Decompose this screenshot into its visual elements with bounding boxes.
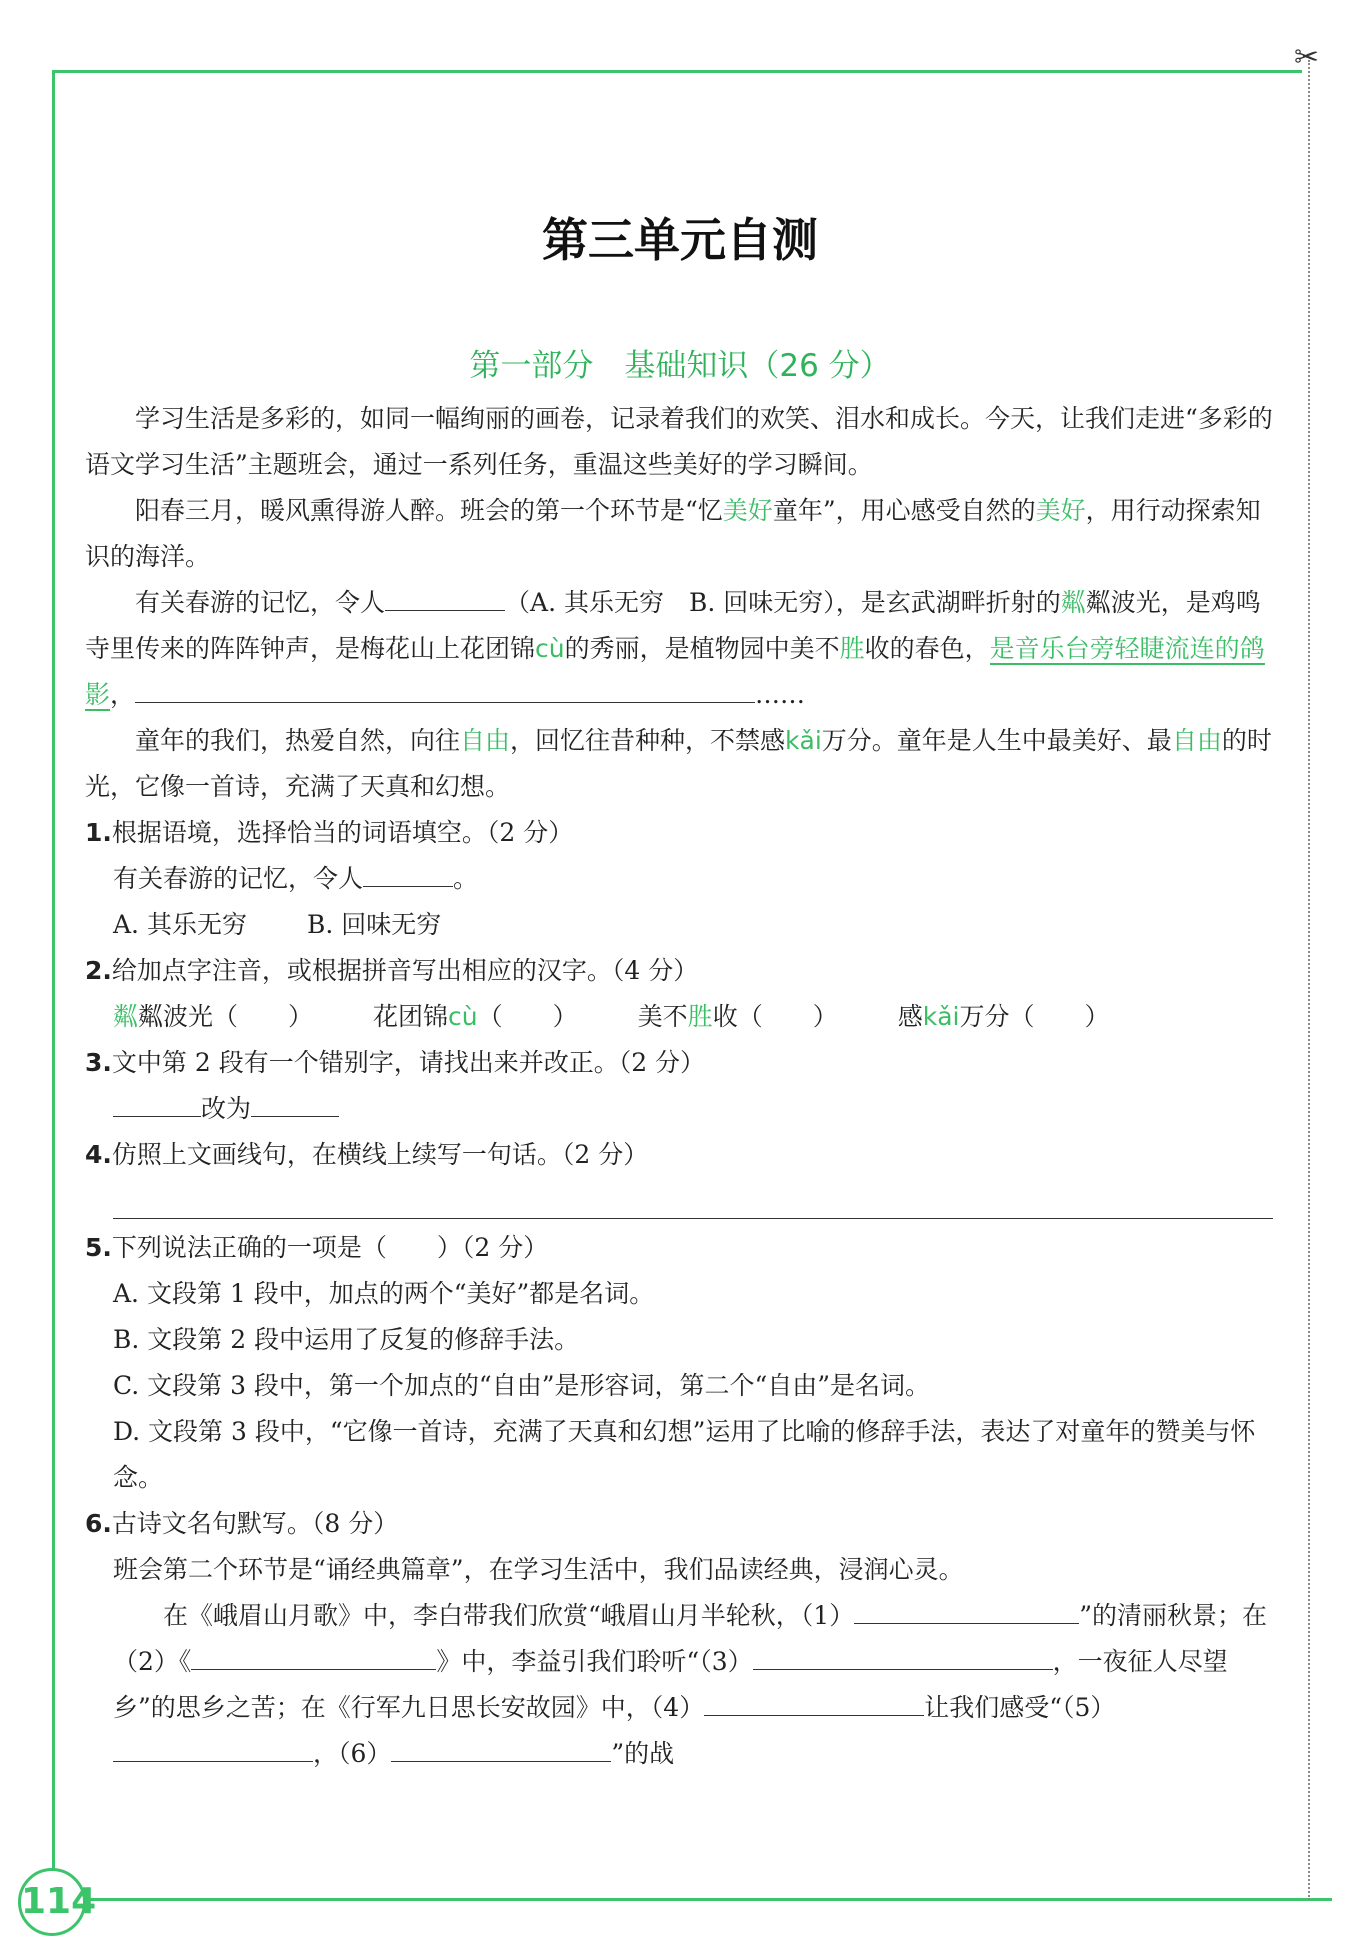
passage-paragraph-3 (85, 718, 1275, 810)
question-text: 文中第 2 段有一个错别字，请找出来并改正。（2 分） (111, 1048, 706, 1077)
question-2-items (85, 994, 1275, 1040)
dotted-word: 自由 (1171, 726, 1222, 755)
text: 有关春游的记忆，令人 (113, 864, 364, 893)
text: ”的清丽秋景；在（2）《 (113, 1601, 1267, 1676)
question-number: 5. (85, 1233, 112, 1262)
question-number: 3. (85, 1048, 112, 1077)
answer-parens[interactable]: 万分（ ） (959, 1002, 1110, 1031)
option-c: C. 文段第 3 段中，第一个加点的“自由”是形容词，第二个“自由”是名词。 (113, 1371, 931, 1400)
dotted-char: 粼 (1060, 588, 1086, 617)
text: 粼波光，是鸡鸣寺里传来的阵阵钟声，是梅花山上花团锦 (85, 588, 1261, 663)
dotted-word: 美好 (1035, 496, 1086, 525)
section-heading: 第一部分 基础知识（26 分） (469, 348, 891, 384)
text: ”的战 (611, 1739, 675, 1768)
passage-paragraph-1 (85, 488, 1275, 580)
page-content (85, 210, 1275, 1777)
option-a: A. 文段第 1 段中，加点的两个“美好”都是名词。 (113, 1279, 655, 1308)
option-b: B. 回味无穷 (306, 910, 442, 939)
question-1 (85, 810, 1275, 856)
question-1-options (85, 902, 1275, 948)
page-frame-top (52, 70, 1302, 73)
text: 阳春三月，暖风熏得游人醉。班会的第一个环节是“忆 (135, 496, 723, 525)
option-a: A. 其乐无穷 (113, 910, 247, 939)
question-number: 6. (85, 1509, 112, 1538)
answer-blank[interactable] (251, 1088, 339, 1117)
question-3-line (85, 1086, 1275, 1132)
question-text: 根据语境，选择恰当的词语填空。（2 分） (111, 818, 574, 847)
answer-blank[interactable] (113, 1088, 201, 1117)
text: ，回忆往昔种种，不禁感 (510, 726, 786, 755)
dotted-char: 粼 (113, 1002, 139, 1031)
text: 童年的我们，热爱自然，向往 (135, 726, 461, 755)
text: 。 (453, 864, 479, 893)
dotted-char: 胜 (687, 1002, 713, 1031)
text: 》中，李益引我们聆听“（3） (436, 1647, 753, 1676)
answer-blank[interactable] (753, 1641, 1053, 1670)
text: 收的春色， (864, 634, 990, 663)
intro-paragraph: 学习生活是多彩的，如同一幅绚丽的画卷，记录着我们的欢笑、泪水和成长。今天，让我们走进“多彩的语文学习生活”主题班会，通过一系列任务，重温这些美好的学习瞬间。 (85, 404, 1273, 479)
answer-blank[interactable] (363, 858, 453, 887)
answer-blank[interactable] (391, 1733, 611, 1762)
page-frame-left (52, 70, 55, 1890)
question-text: 仿照上文画线句，在横线上续写一句话。（2 分） (111, 1140, 649, 1169)
text: 的时光，它像一首诗，充满了天真和幻想。 (85, 726, 1272, 801)
text: （A. 其乐无穷 B. 回味无穷），是玄武湖畔折射的 (505, 588, 1061, 617)
question-number: 2. (85, 956, 112, 985)
question-3 (85, 1040, 1275, 1086)
question-6-body (85, 1593, 1275, 1777)
answer-blank[interactable] (385, 582, 505, 611)
answer-blank[interactable] (135, 674, 755, 703)
pinyin: kǎi (785, 726, 822, 755)
question-2 (85, 948, 1275, 994)
answer-parens[interactable]: 收（ ） (712, 1002, 838, 1031)
text: 万分。童年是人生中最美好、最 (821, 726, 1172, 755)
question-4 (85, 1132, 1275, 1178)
pinyin: cù (535, 634, 565, 663)
question-text: 给加点字注音，或根据拼音写出相应的汉字。（4 分） (111, 956, 699, 985)
text: 让我们感受“（5） (924, 1693, 1116, 1722)
option-b: B. 文段第 2 段中运用了反复的修辞手法。 (113, 1325, 580, 1354)
question-number: 1. (85, 818, 112, 847)
dotted-char: 胜 (839, 634, 865, 663)
question-text: 下列说法正确的一项是（ ）（2 分） (111, 1233, 549, 1262)
scissors-icon: ✂ (1294, 40, 1320, 75)
passage-paragraph-2 (85, 580, 1275, 718)
page-title: 第三单元自测 (542, 213, 818, 267)
cut-line (1308, 60, 1310, 1900)
item-1: 粼波光（ ） (138, 1002, 314, 1031)
dotted-word: 美好 (722, 496, 773, 525)
text: ，一夜征人尽望乡”的思乡之苦；在《行军九日思长安故园》中，（4） (113, 1647, 1228, 1722)
text: 在《峨眉山月歌》中，李白带我们欣赏“峨眉山月半轮秋，（1） (163, 1601, 855, 1630)
answer-parens[interactable]: （ ） (477, 1002, 578, 1031)
option-d: D. 文段第 3 段中，“它像一首诗，充满了天真和幻想”运用了比喻的修辞手法，表达了对童年的赞美与怀念。 (113, 1417, 1256, 1492)
text: ，用行动探索知识的海洋。 (85, 496, 1261, 571)
text: 有关春游的记忆，令人 (135, 588, 386, 617)
answer-line[interactable] (113, 1178, 1273, 1219)
question-1-line (85, 856, 1275, 902)
text: …… (755, 680, 806, 709)
answer-blank[interactable] (191, 1641, 436, 1670)
question-text: 古诗文名句默写。（8 分） (111, 1509, 399, 1538)
item-4: 感 (897, 1002, 923, 1031)
pinyin: cù (448, 1002, 478, 1031)
question-6-intro: 班会第二个环节是“诵经典篇章”，在学习生活中，我们品读经典，浸润心灵。 (113, 1555, 964, 1584)
answer-blank[interactable] (854, 1595, 1079, 1624)
question-number: 4. (85, 1140, 112, 1169)
dotted-word: 自由 (460, 726, 511, 755)
underlined-sentence: 是音乐台旁轻睫流连的鸽影 (85, 634, 1265, 709)
text: 改为 (201, 1094, 252, 1123)
pinyin: kǎi (922, 1002, 960, 1031)
page-number: 114 (18, 1868, 86, 1936)
question-6 (85, 1501, 1275, 1547)
answer-blank[interactable] (113, 1733, 313, 1762)
question-5 (85, 1225, 1275, 1271)
text: ，（6） (313, 1739, 392, 1768)
text: 童年”，用心感受自然的 (772, 496, 1036, 525)
page-frame-bottom (52, 1898, 1332, 1901)
answer-blank[interactable] (704, 1687, 924, 1716)
item-2: 花团锦 (373, 1002, 449, 1031)
text: ， (110, 680, 136, 709)
item-3: 美不 (637, 1002, 688, 1031)
text: 的秀丽，是植物园中美不 (564, 634, 840, 663)
